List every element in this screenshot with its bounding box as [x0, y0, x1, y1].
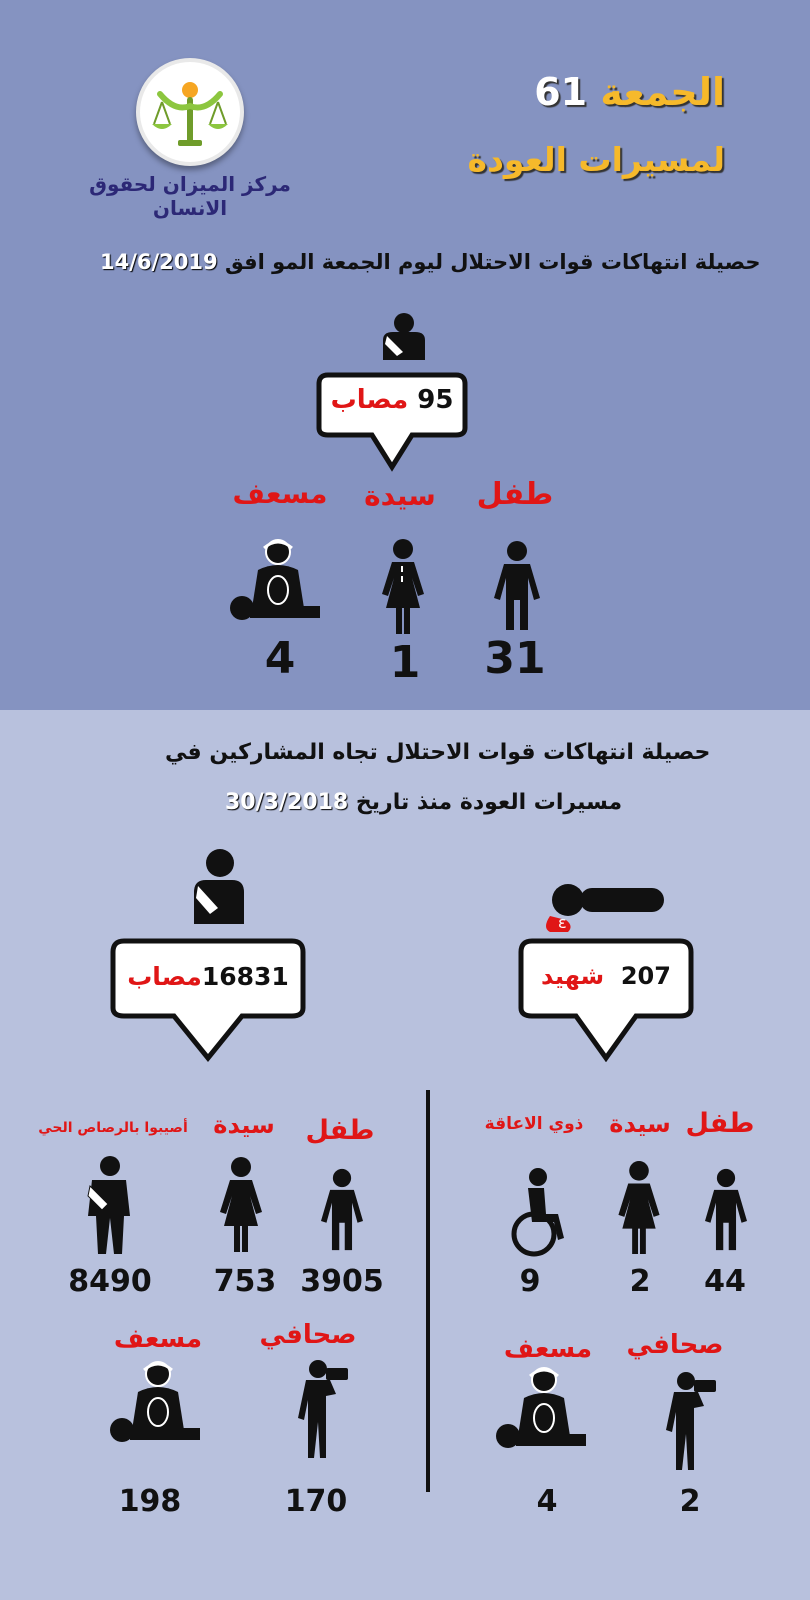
- injured-journalist-value: 170: [284, 1484, 348, 1519]
- org-name: مركز الميزان لحقوق الانسان: [89, 172, 291, 220]
- martyr-paramedic-label: مسعف: [503, 1334, 593, 1364]
- cumulative-headline-line2: [225, 790, 622, 815]
- daily-headline: [100, 250, 760, 274]
- child-icon: [318, 1168, 366, 1252]
- martyrs-callout: [518, 938, 694, 1062]
- daily-injured-text: [316, 385, 468, 415]
- martyrs-label: شهيد: [541, 962, 605, 990]
- child-icon: [702, 1168, 750, 1252]
- paramedic-icon: [110, 1360, 202, 1444]
- injured-livefire-value: 8490: [68, 1264, 152, 1299]
- daily-child-value: 31: [484, 633, 546, 684]
- wheelchair-icon: [508, 1168, 568, 1258]
- martyr-woman-value: 2: [629, 1264, 651, 1299]
- daily-woman-label: سيدة: [364, 479, 436, 512]
- injured-woman-value: 753: [213, 1264, 277, 1299]
- daily-woman-value: 1: [389, 637, 421, 688]
- woman-icon: [378, 538, 428, 636]
- daily-child-label: طفل: [476, 477, 554, 512]
- injured-arm-icon: [188, 848, 246, 924]
- injured-number: 16831: [201, 962, 289, 991]
- martyr-woman-label: سيدة: [609, 1110, 671, 1138]
- photographer-icon: [296, 1360, 352, 1460]
- daily-paramedic-value: 4: [264, 633, 296, 684]
- injured-arm-icon: [84, 1156, 132, 1256]
- martyr-disabled-label: ذوي الاعاقة: [484, 1114, 584, 1134]
- injured-paramedic-label: مسعف: [113, 1324, 203, 1354]
- svg-text:ε: ε: [558, 913, 567, 932]
- friday-number: 61: [534, 70, 588, 114]
- martyr-paramedic-value: 4: [536, 1484, 558, 1519]
- paramedic-icon: [496, 1366, 588, 1450]
- martyrs-text: [518, 962, 694, 990]
- injured-text: [110, 962, 306, 991]
- friday-title: [520, 70, 725, 114]
- martyr-disabled-value: 9: [519, 1264, 541, 1299]
- child-icon: [492, 540, 542, 632]
- martyr-child-label: طفل: [685, 1108, 755, 1139]
- photographer-icon: [664, 1372, 720, 1472]
- injured-woman-label: سيدة: [213, 1111, 275, 1139]
- injured-livefire-label: أصيبوا بالرصاص الحي: [38, 1120, 188, 1136]
- injured-child-label: طفل: [305, 1115, 375, 1146]
- cumulative-headline-text: مسيرات العودة منذ تاريخ: [355, 790, 623, 815]
- injured-journalist-label: صحافي: [259, 1320, 357, 1350]
- cumulative-headline-line1: حصيلة انتهاكات قوات الاحتلال تجاه المشاركين في: [165, 740, 711, 765]
- injured-paramedic-value: 198: [118, 1484, 182, 1519]
- daily-paramedic-label: مسعف: [232, 477, 328, 510]
- martyr-child-value: 44: [704, 1264, 746, 1299]
- martyr-journalist-value: 2: [679, 1484, 701, 1519]
- daily-injured-label: مصاب: [330, 385, 409, 415]
- logo: [136, 58, 244, 166]
- injured-arm-icon: [377, 312, 433, 360]
- woman-icon: [216, 1156, 266, 1254]
- daily-headline-text: حصيلة انتهاكات قوات الاحتلال ليوم الجمعة المو افق: [224, 250, 761, 274]
- friday-label: الجمعة: [600, 70, 725, 114]
- martyr-journalist-label: صحافي: [626, 1330, 724, 1360]
- cumulative-headline-date: 30/3/2018: [225, 790, 349, 815]
- martyrs-number: 207: [620, 962, 671, 990]
- injured-label: مصاب: [127, 962, 202, 991]
- daily-headline-date: 14/6/2019: [100, 250, 218, 274]
- divider-line: [426, 1090, 430, 1492]
- injured-child-value: 3905: [300, 1264, 384, 1299]
- injured-callout: [110, 938, 306, 1062]
- daily-injured-number: 95: [417, 385, 454, 415]
- woman-icon: [614, 1160, 664, 1256]
- scales-logo-icon: [140, 62, 240, 162]
- marches-title: لمسيرات العودة: [467, 140, 725, 179]
- paramedic-icon: [230, 538, 322, 622]
